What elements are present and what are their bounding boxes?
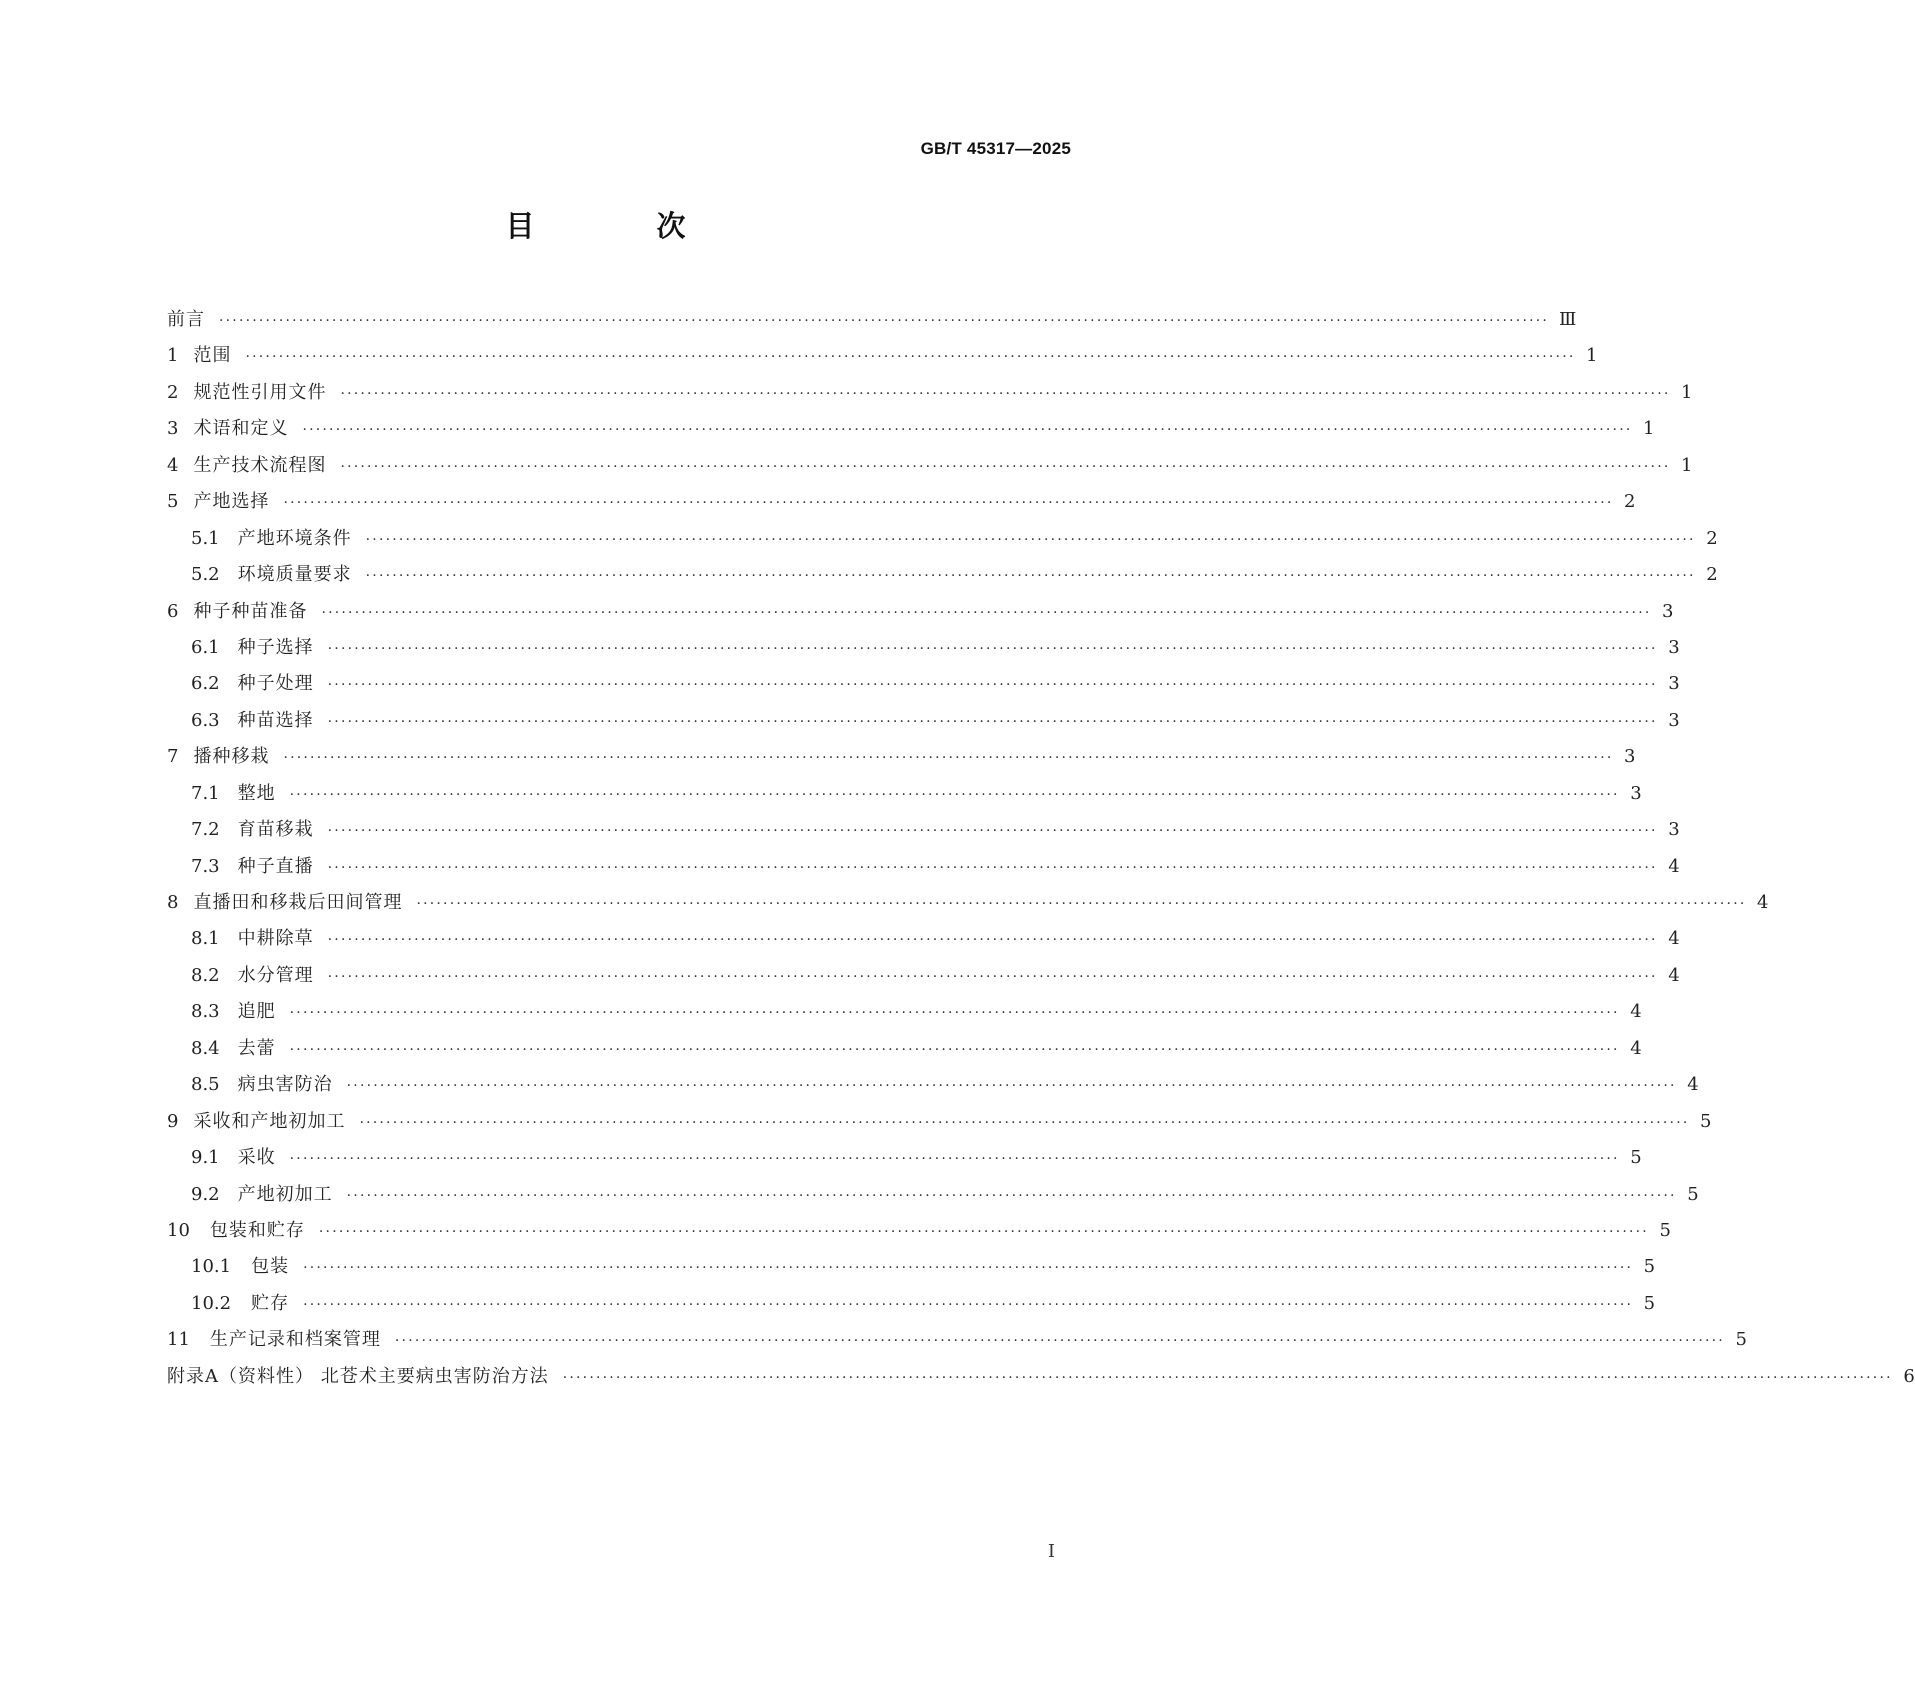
toc-leader-dots: ········································································································································································································: [562, 1369, 1893, 1386]
toc-leader-dots: ········································································································································································································: [416, 896, 1747, 912]
toc-leader-dots: ········································································································································································································: [303, 1296, 1634, 1313]
toc-entry[interactable]: [167, 1322, 1747, 1358]
toc-entry[interactable]: [167, 958, 1680, 994]
toc-entry-label: 产地环境条件: [237, 527, 352, 549]
toc-entry-label: 去蕾: [237, 1037, 276, 1059]
toc-entry-label: 附录A（资料性） 北苍术主要病虫害防治方法: [167, 1365, 549, 1387]
toc-entry-label: 范围: [193, 345, 232, 367]
toc-entry-number: 9.1: [191, 1147, 220, 1169]
toc-entry-page: 1: [1681, 454, 1693, 476]
toc-entry[interactable]: [167, 921, 1680, 957]
toc-leader-dots: ········································································································································································································: [327, 640, 1658, 657]
toc-entry[interactable]: [167, 557, 1718, 593]
toc-entry[interactable]: [167, 849, 1680, 885]
toc-entry[interactable]: [167, 1140, 1642, 1176]
toc-entry-page: 5: [1659, 1219, 1671, 1241]
toc-entry-number: 7.3: [191, 855, 220, 877]
toc-entry-label: 种苗选择: [237, 709, 314, 731]
toc-leader-dots: ········································································································································································································: [302, 422, 1633, 439]
toc-leader-dots: ········································································································································································································: [219, 313, 1550, 329]
toc-leader-dots: ········································································································································································································: [394, 1333, 1725, 1350]
toc-entry-number: 10: [167, 1219, 190, 1241]
toc-entry-number: 8.5: [191, 1074, 220, 1096]
toc-entry-label: 种子处理: [237, 673, 314, 695]
toc-entry-number: 8.1: [191, 928, 220, 950]
toc-leader-dots: ········································································································································································································: [327, 677, 1658, 694]
toc-entry[interactable]: [167, 630, 1680, 666]
toc-entry-page: 3: [1668, 673, 1680, 695]
toc-entry[interactable]: [167, 1249, 1656, 1285]
toc-leader-dots: ········································································································································································································: [327, 968, 1658, 985]
toc-entry[interactable]: [167, 739, 1636, 775]
toc-entry-label: 直播田和移栽后田间管理: [193, 892, 403, 913]
toc-leader-dots: ········································································································································································································: [245, 349, 1576, 366]
toc-entry[interactable]: [167, 338, 1598, 374]
toc-entry-page: Ⅲ: [1559, 309, 1577, 330]
toc-entry-page: 2: [1624, 491, 1636, 513]
toc-leader-dots: ········································································································································································································: [283, 495, 1614, 512]
table-of-contents: [167, 302, 1915, 1395]
toc-entry-label: 种子种苗准备: [193, 600, 308, 622]
toc-entry-number: 7.2: [191, 819, 220, 841]
toc-leader-dots: ········································································································································································································: [289, 1005, 1620, 1022]
toc-entry-label: 播种移栽: [193, 746, 270, 768]
toc-entry[interactable]: [167, 994, 1642, 1030]
toc-leader-dots: ········································································································································································································: [303, 1260, 1634, 1277]
toc-entry-label: 生产技术流程图: [193, 454, 327, 476]
toc-entry[interactable]: [167, 521, 1718, 557]
toc-leader-dots: ········································································································································································································: [340, 385, 1671, 402]
toc-entry-number: 10.1: [191, 1256, 232, 1278]
toc-entry-label: 采收和产地初加工: [193, 1110, 346, 1132]
toc-entry[interactable]: [167, 812, 1680, 848]
toc-entry-label: 水分管理: [237, 964, 314, 986]
toc-entry-page: 3: [1668, 709, 1680, 731]
toc-leader-dots: ········································································································································································································: [340, 458, 1671, 475]
toc-entry-label: 包装和贮存: [209, 1219, 305, 1241]
toc-entry-page: 4: [1630, 1037, 1642, 1059]
toc-entry-label: 采收: [237, 1147, 276, 1169]
toc-entry-page: 5: [1643, 1292, 1656, 1314]
toc-leader-dots: ········································································································································································································: [365, 568, 1696, 585]
toc-entry-label: 整地: [237, 782, 276, 804]
toc-entry-label: 产地选择: [193, 491, 270, 513]
toc-leader-dots: ········································································································································································································: [289, 786, 1620, 803]
toc-entry[interactable]: [167, 1031, 1642, 1067]
toc-entry-page: 3: [1668, 819, 1680, 841]
toc-entry-label: 种子直播: [237, 855, 314, 877]
toc-entry-number: 6.1: [191, 636, 220, 658]
toc-entry[interactable]: [167, 448, 1693, 484]
toc-entry-page: 6: [1903, 1365, 1915, 1387]
standard-code: GB/T 45317—2025: [920, 139, 1071, 158]
toc-entry-page: 5: [1700, 1110, 1712, 1132]
page-number: Ⅰ: [1047, 1541, 1055, 1562]
toc-entry-number: 3: [167, 418, 179, 440]
toc-leader-dots: ········································································································································································································: [346, 1078, 1677, 1095]
toc-entry-number: 5.2: [191, 564, 220, 586]
toc-entry-page: 3: [1630, 782, 1642, 804]
toc-entry-page: 3: [1662, 600, 1674, 622]
toc-entry-number: 9.2: [191, 1183, 220, 1205]
toc-entry-number: 6.2: [191, 673, 220, 695]
toc-leader-dots: ········································································································································································································: [327, 932, 1658, 949]
toc-entry[interactable]: [167, 776, 1642, 812]
toc-entry[interactable]: [167, 302, 1577, 338]
toc-entry-page: 1: [1643, 418, 1655, 440]
toc-entry-label: 贮存: [251, 1292, 290, 1314]
toc-entry-label: 术语和定义: [193, 418, 289, 440]
toc-entry-number: 8.2: [191, 964, 220, 986]
toc-entry[interactable]: [167, 703, 1680, 739]
toc-leader-dots: ········································································································································································································: [318, 1223, 1649, 1240]
toc-leader-dots: ········································································································································································································: [327, 823, 1658, 840]
toc-entry-number: 2: [167, 381, 179, 403]
toc-entry-number: 5: [167, 491, 179, 513]
toc-entry-label: 育苗移栽: [237, 819, 314, 841]
toc-entry-page: 4: [1687, 1074, 1699, 1096]
toc-entry-page: 5: [1687, 1183, 1699, 1205]
toc-entry-number: 8: [167, 892, 179, 913]
toc-entry-page: 5: [1735, 1329, 1747, 1351]
toc-entry-number: 6.3: [191, 709, 220, 731]
toc-entry-number: 5.1: [191, 527, 220, 549]
toc-entry[interactable]: [167, 1177, 1699, 1213]
toc-entry[interactable]: [167, 1213, 1671, 1249]
toc-entry-label: 包装: [251, 1256, 290, 1278]
toc-leader-dots: ········································································································································································································: [283, 750, 1614, 767]
toc-entry-page: 1: [1681, 381, 1693, 403]
toc-entry-number: 8.4: [191, 1037, 220, 1059]
toc-leader-dots: ········································································································································································································: [327, 859, 1658, 876]
toc-entry[interactable]: [167, 375, 1693, 411]
toc-entry-number: 7: [167, 746, 179, 768]
toc-entry-page: 4: [1668, 928, 1680, 950]
toc-entry-page: 4: [1668, 964, 1680, 986]
toc-entry-number: 9: [167, 1110, 179, 1132]
toc-leader-dots: ········································································································································································································: [321, 604, 1652, 621]
toc-entry[interactable]: [167, 1067, 1699, 1103]
toc-entry-number: 7.1: [191, 782, 220, 804]
toc-entry[interactable]: [167, 1286, 1656, 1322]
toc-entry[interactable]: [167, 1104, 1712, 1140]
toc-entry-label: 环境质量要求: [237, 564, 352, 586]
toc-entry-label: 生产记录和档案管理: [209, 1329, 381, 1351]
toc-entry-page: 2: [1706, 564, 1718, 586]
toc-entry-number: 4: [167, 454, 179, 476]
toc-entry-number: 6: [167, 600, 179, 622]
toc-entry-label: 产地初加工: [237, 1183, 333, 1205]
toc-title: 目 次: [505, 209, 742, 243]
toc-entry-number: 10.2: [191, 1292, 232, 1314]
toc-entry-number: 1: [167, 345, 179, 367]
toc-entry[interactable]: [167, 666, 1680, 702]
toc-entry-label: 前言: [167, 309, 205, 330]
toc-entry-page: 5: [1630, 1147, 1642, 1169]
toc-entry-page: 2: [1706, 527, 1718, 549]
toc-entry-number: 11: [167, 1329, 190, 1351]
toc-entry-page: 3: [1668, 636, 1680, 658]
toc-leader-dots: ········································································································································································································: [327, 713, 1658, 730]
toc-entry[interactable]: [167, 484, 1636, 520]
toc-entry-page: 5: [1643, 1256, 1656, 1278]
toc-entry-label: 中耕除草: [237, 928, 314, 950]
toc-entry-label: 病虫害防治: [237, 1074, 333, 1096]
toc-leader-dots: ········································································································································································································: [289, 1151, 1620, 1168]
toc-entry-page: 4: [1668, 855, 1680, 877]
toc-entry-number: 8.3: [191, 1001, 220, 1023]
toc-entry-page: 4: [1630, 1001, 1642, 1023]
toc-entry[interactable]: [167, 885, 1769, 921]
toc-entry-page: 3: [1624, 746, 1636, 768]
toc-entry[interactable]: [167, 1359, 1915, 1395]
toc-entry-page: 4: [1757, 892, 1769, 913]
toc-entry-label: 追肥: [237, 1001, 276, 1023]
toc-entry-label: 种子选择: [237, 636, 314, 658]
toc-leader-dots: ········································································································································································································: [365, 531, 1696, 548]
toc-entry[interactable]: [167, 594, 1674, 630]
toc-entry-label: 规范性引用文件: [193, 381, 327, 403]
toc-entry[interactable]: [167, 411, 1655, 447]
toc-leader-dots: ········································································································································································································: [346, 1187, 1677, 1204]
toc-leader-dots: ········································································································································································································: [359, 1114, 1690, 1131]
toc-leader-dots: ········································································································································································································: [289, 1041, 1620, 1058]
toc-entry-page: 1: [1586, 345, 1598, 367]
